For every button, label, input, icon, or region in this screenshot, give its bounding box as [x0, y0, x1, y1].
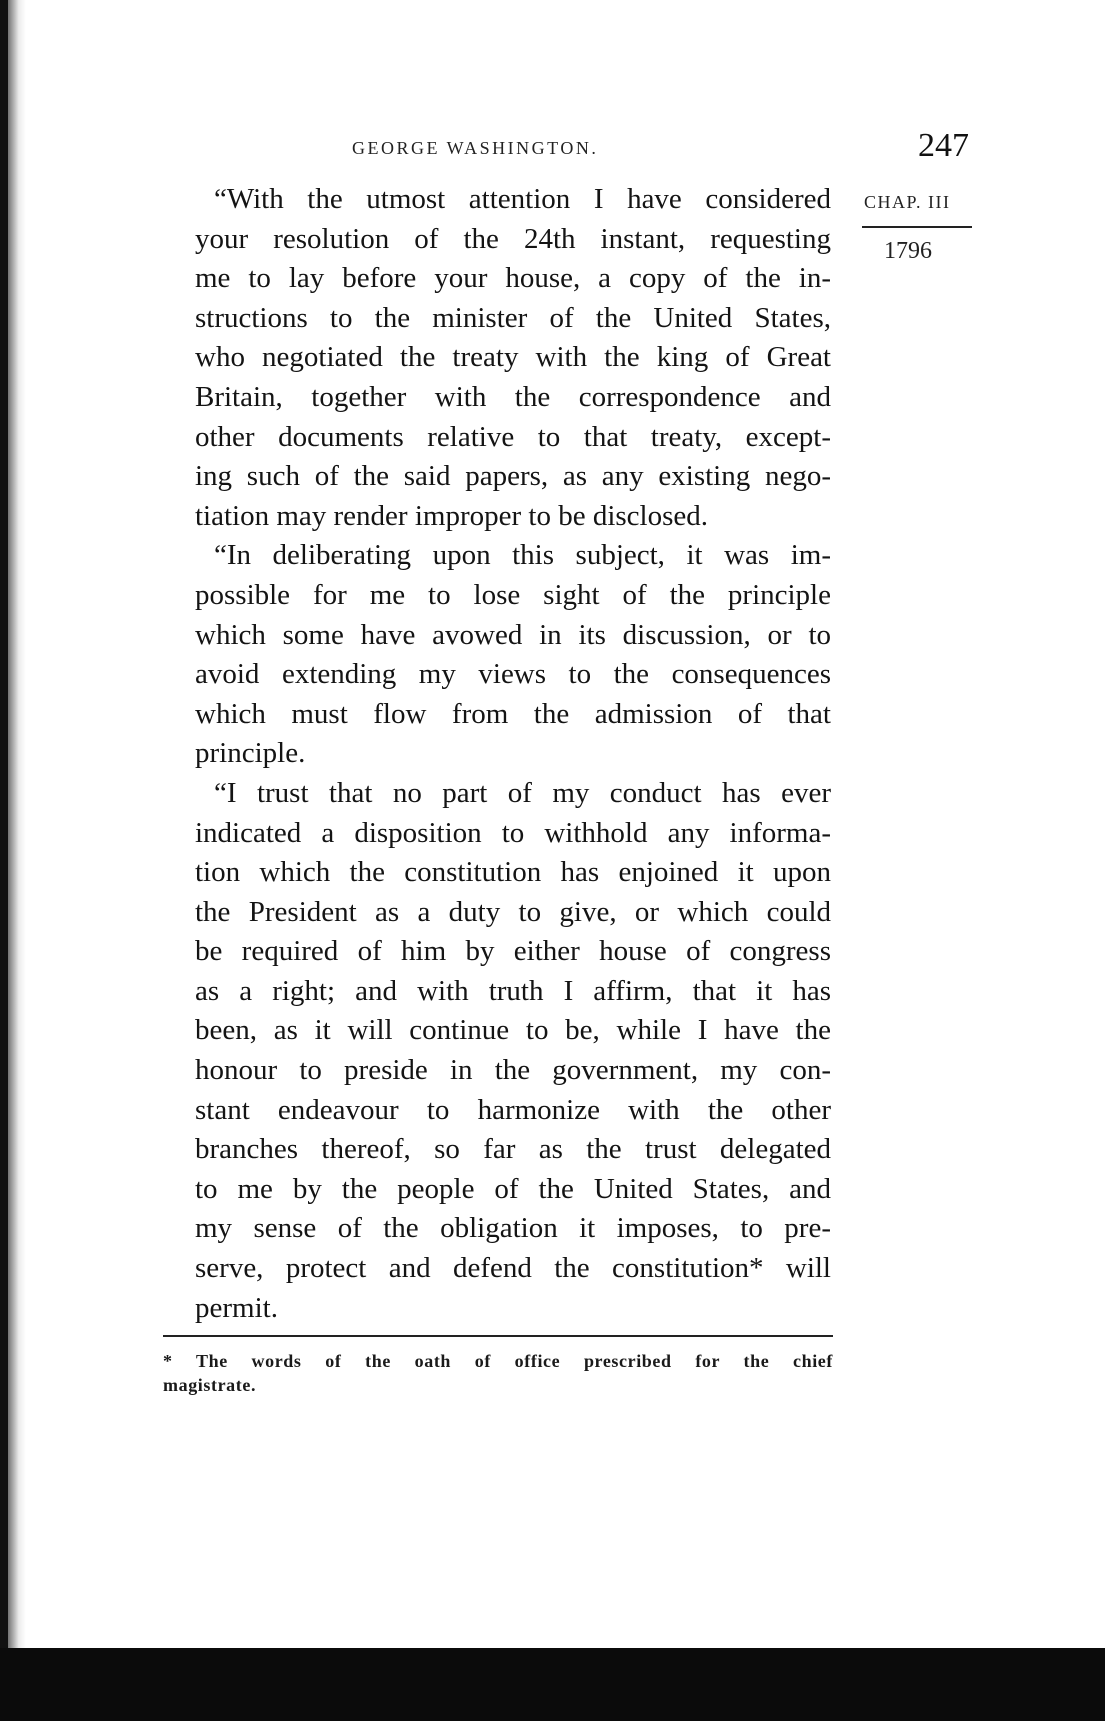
- text-line: branches thereof, so far as the trust delegated: [195, 1133, 831, 1166]
- text-line: “In deliberating upon this subject, it was im-: [214, 539, 831, 572]
- text-line: honour to preside in the government, my con-: [195, 1054, 831, 1087]
- running-head: GEORGE WASHINGTON.: [352, 138, 599, 158]
- footnote-line: * The words of the oath of office prescribed for the chief: [163, 1351, 833, 1371]
- sidenote-year: 1796: [884, 238, 932, 264]
- text-line: avoid extending my views to the consequences: [195, 658, 831, 691]
- text-line: be required of him by either house of congress: [195, 935, 831, 968]
- text-line: which some have avowed in its discussion, or to: [195, 618, 831, 651]
- scan-bottom-edge: [0, 1648, 1105, 1721]
- page-number: 247: [918, 127, 969, 164]
- paragraph-3: [176, 774, 831, 1328]
- text-line: structions to the minister of the United States,: [195, 301, 831, 334]
- text-line: permit.: [195, 1291, 278, 1324]
- text-line: “With the utmost attention I have considered: [214, 183, 831, 215]
- text-line: been, as it will continue to be, while I have the: [195, 1014, 831, 1047]
- binding-shadow: [8, 0, 26, 1721]
- text-line: your resolution of the 24th instant, requesting: [195, 222, 831, 255]
- footnote-rule: [163, 1335, 833, 1337]
- binding-edge: [0, 0, 8, 1721]
- text-line: Britain, together with the correspondence and: [195, 380, 831, 413]
- text-line: to me by the people of the United States, and: [195, 1172, 831, 1205]
- text-line: possible for me to lose sight of the principle: [195, 578, 831, 611]
- paragraph-2: [176, 536, 831, 774]
- paragraph-1: [176, 180, 831, 536]
- text-line: my sense of the obligation it imposes, to pre-: [195, 1212, 831, 1245]
- text-line: ing such of the said papers, as any existing nego-: [195, 460, 831, 493]
- text-line: “I trust that no part of my conduct has ever: [214, 776, 831, 809]
- text-line: which must flow from the admission of that: [195, 697, 831, 730]
- text-line: other documents relative to that treaty, except-: [195, 420, 831, 453]
- sidenote-rule: [862, 226, 972, 228]
- text-line: principle.: [195, 737, 306, 770]
- text-line: tiation may render improper to be disclosed.: [195, 499, 708, 532]
- sidenote-chapter: CHAP. III: [864, 192, 951, 212]
- body-text: [176, 180, 831, 1328]
- text-line: the President as a duty to give, or which could: [195, 895, 831, 928]
- text-line: stant endeavour to harmonize with the other: [195, 1093, 831, 1126]
- text-line: who negotiated the treaty with the king of Great: [195, 341, 831, 374]
- text-line: me to lay before your house, a copy of the in-: [195, 262, 831, 295]
- text-line: indicated a disposition to withhold any informa-: [195, 816, 831, 849]
- footnote: [163, 1349, 833, 1397]
- text-line: tion which the constitution has enjoined it upon: [195, 856, 831, 889]
- footnote-line: magistrate.: [163, 1375, 257, 1395]
- text-line: serve, protect and defend the constitution* will: [195, 1252, 831, 1285]
- text-line: as a right; and with truth I affirm, that it has: [195, 974, 831, 1007]
